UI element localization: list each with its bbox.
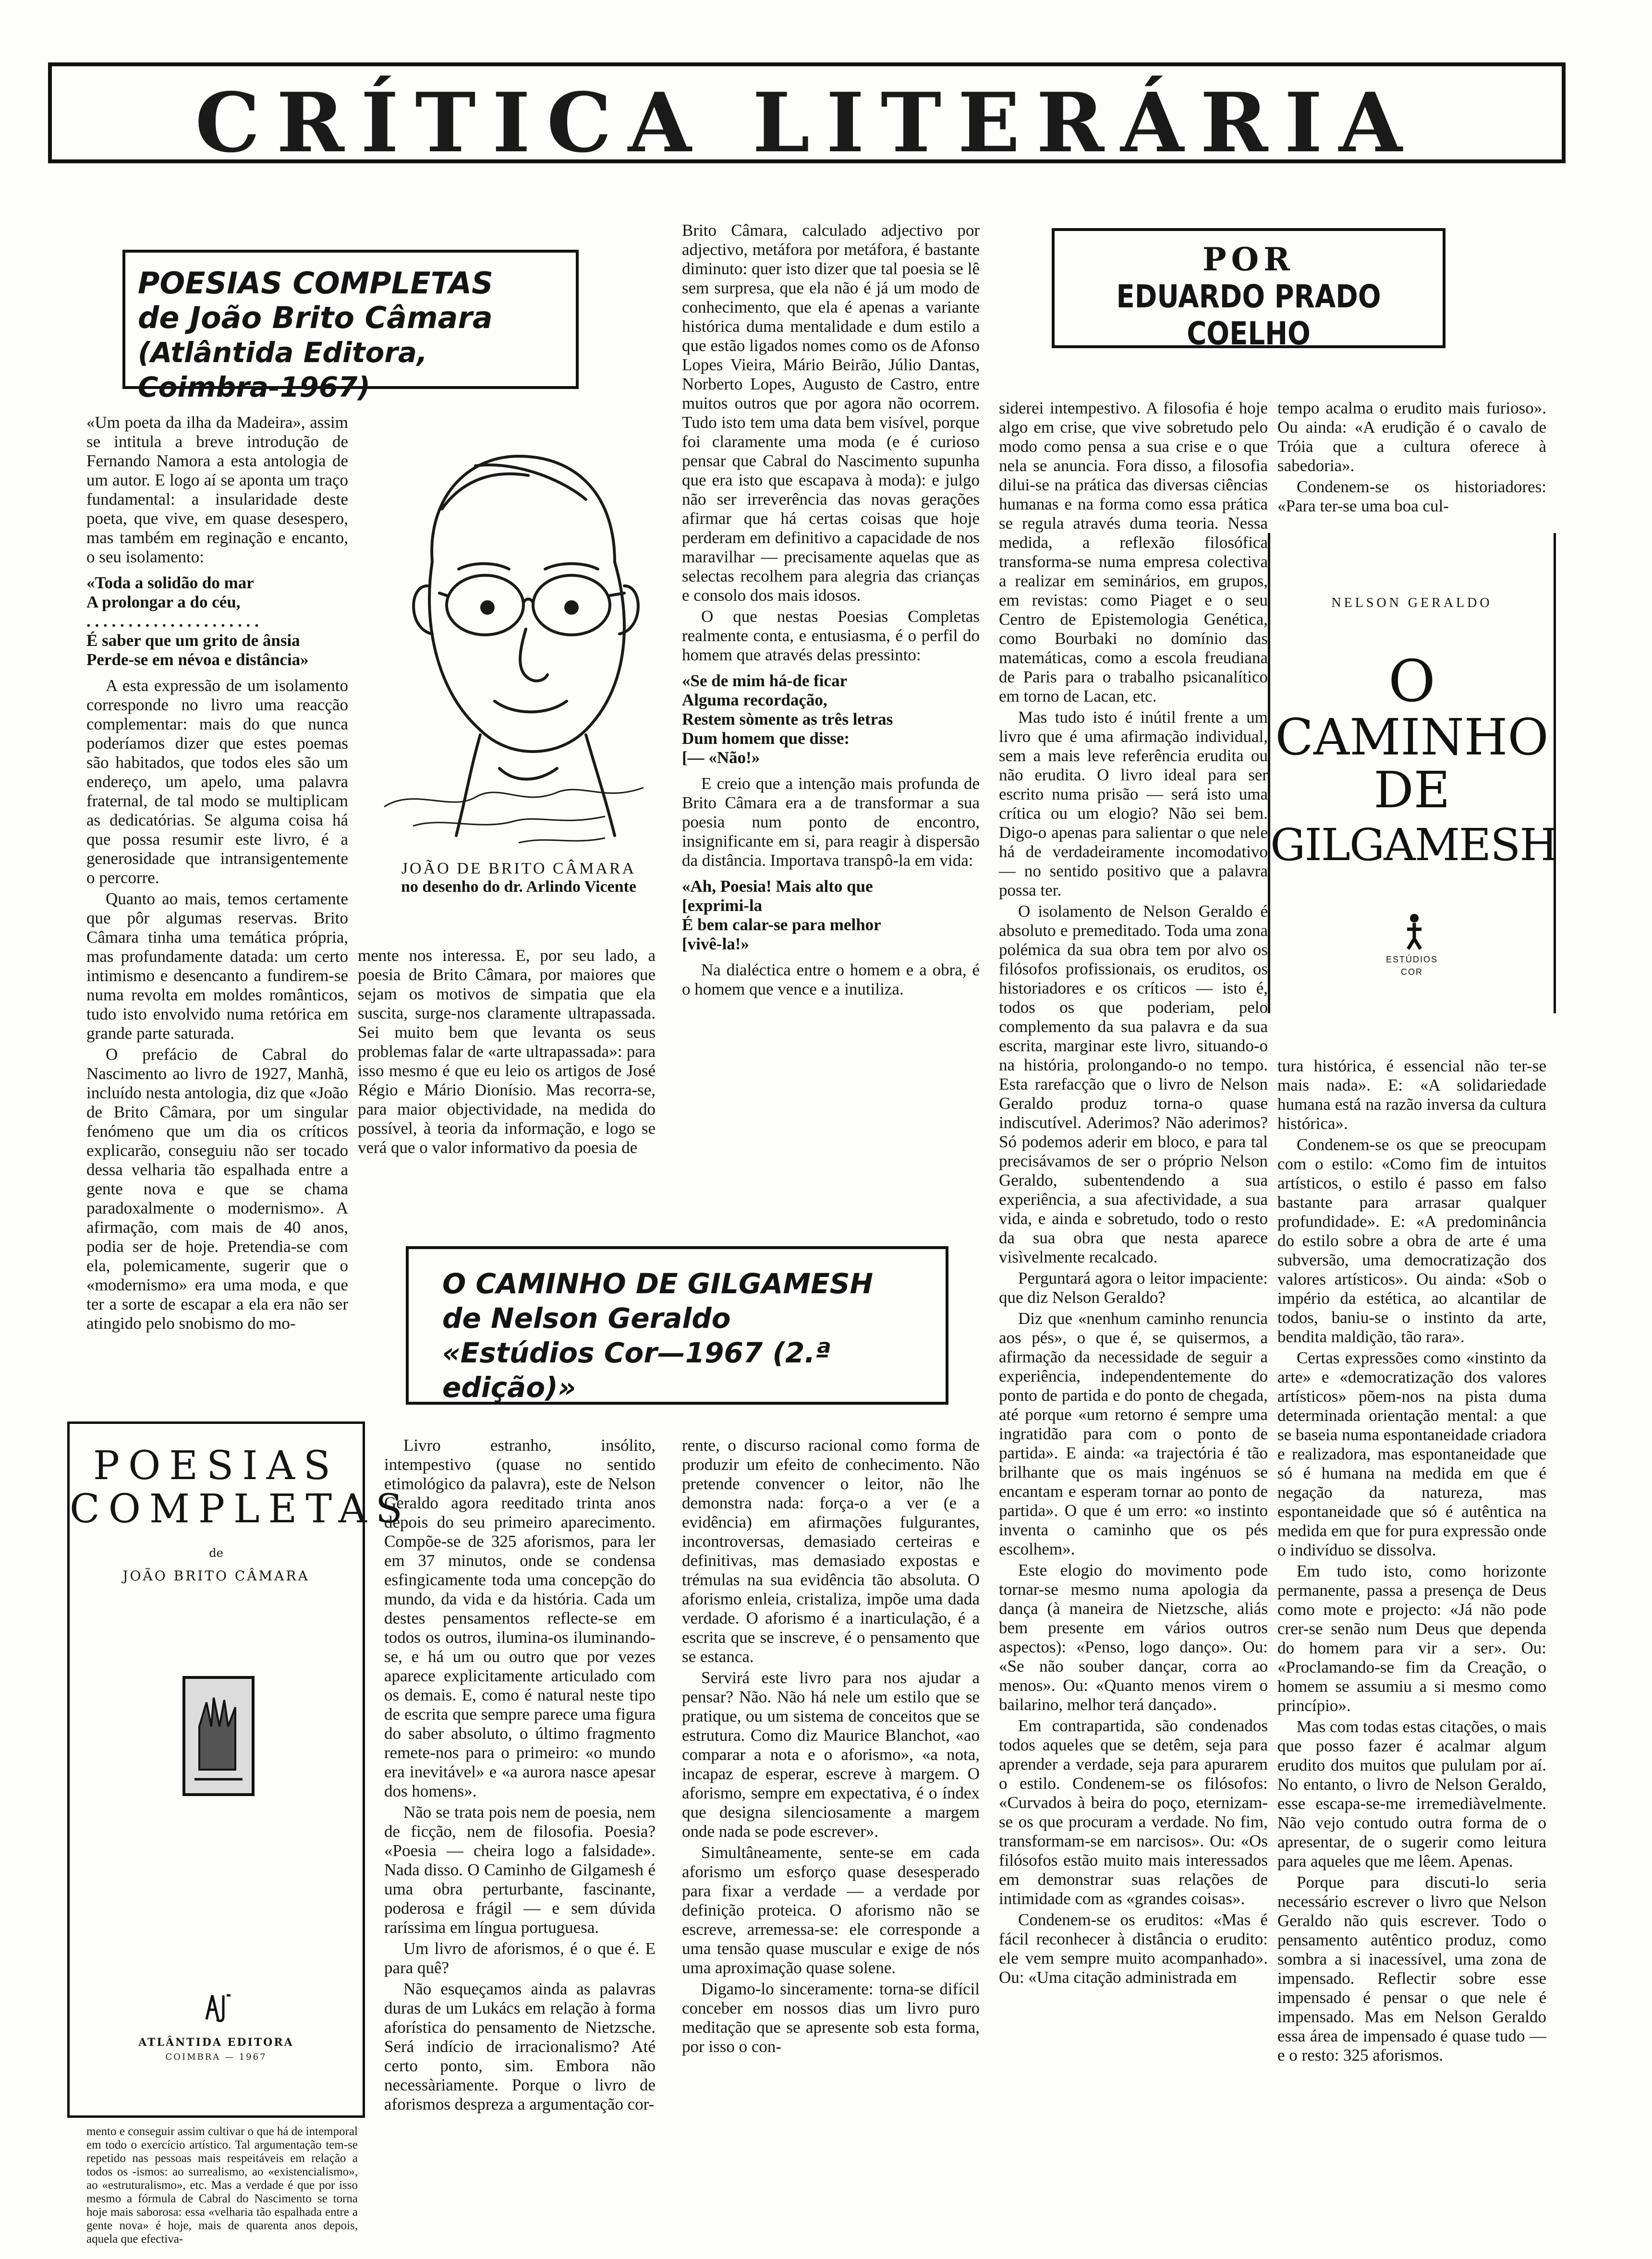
publisher-figure-icon bbox=[1402, 912, 1426, 951]
paragraph: O prefácio de Cabral do Nascimento ao livro de 1927, Manhã, incluído nesta antologia, diz que «João de Brito Câmara, por um singular fenómeno que um dia os críticos explicarão, conseguiu não ser tocado dessa velharia tão espalhada entre a gente nova e que se chama paradoxalmente o modernismo». A afirmação, com mais de 40 anos, podia ser de hoje. Pretendia-se com ela, polemicamente, sugerir que o «modernismo» era uma moda, e que ter a sorte de escapar a ela era não ser atingido pelo snobismo do mo- bbox=[86, 1045, 348, 1333]
review-title-box-1 bbox=[122, 250, 579, 403]
paragraph: Certas expressões como «instinto da arte» e «democratização dos valores artísticos» põem-nos na pista duma determinada orientação mental: a que se baseia numa espontaneidade criadora e realizadora, mas espontaneidade que só é humana na medida em que é negação da natureza, mas espontaneidade que só é autêntica na medida em que for pura expressão onde o indivíduo se dissolva. bbox=[1277, 1348, 1546, 1559]
paragraph: mento e conseguir assim cultivar o que há de intemporal em todo o exercício artístico. Tal argumentação tem-se repetido nas pessoas mais respeitáveis em relação a todos os -ismos: ao surrealismo, ao «existencialismo», ao «estruturalismo», etc. Mas a verdade é que por isso mesmo a fórmula de Cabral do Nascimento se torna hoje mais saborosa: essa «velharia tão espalhada entre a gente nova» é hoje, mais de quarenta anos depois, aquela que efectiva- bbox=[86, 2125, 358, 2246]
verse: «Se de mim há-de ficar Alguma recordação, Restem sòmente as três letras Dum homem que disse: [— «Não!» bbox=[682, 671, 893, 767]
review-title-line: (Atlântida Editora, Coimbra-1967) bbox=[138, 336, 428, 403]
paragraph: rente, o discurso racional como forma de produzir um efeito de conhecimento. Não pretende convencer o leitor, não lhe demonstra nada: força-o a ver (e a evidência) em afirmações fulgurantes, incontroversas, demasiado certeiras e definitivas, mas demasiado expostas e trémulas na sua evidência tão absoluta. O aforismo enleia, cristaliza, impõe uma dada verdade. O aforismo é a inarticulação, é a escrita que se inscreve, é o pensamento que se estanca. bbox=[682, 1436, 980, 1666]
review-title-box-2 bbox=[406, 1246, 948, 1405]
paragraph: Em contrapartida, são condenados todos aqueles que se detêm, seja para aprender a verdade, seja para apurarem o estilo. Condenem-se os filósofos: «Curvados à beira do poço, eternizam-se os que procuram a verdade. No fim, transformam-se em narcisos». Ou: «Os filósofos estão muito mais interessados em demonstrar suas relações de intimidade com as «grandes coisas». bbox=[999, 1716, 1268, 1908]
caption-line: JOÃO DE BRITO CÂMARA bbox=[401, 860, 636, 877]
paragraph: Digamo-lo sinceramente: torna-se difícil conceber em nossos dias um livro puro meditação que se apresente sob esta forma, por isso o con- bbox=[682, 1980, 980, 2056]
caption-line: no desenho do dr. Arlindo Vicente bbox=[401, 878, 636, 896]
cover-publisher: ATLÂNTIDA EDITORA bbox=[138, 2036, 294, 2049]
cover-author: NELSON GERALDO bbox=[1331, 595, 1493, 610]
paragraph: O isolamento de Nelson Geraldo é absoluto e premeditado. Toda uma zona polémica da sua obra tem por alvo os filósofos profissionais, os eruditos, os historiadores e os críticos — isto é, todos os que poderiam, pelo complemento da sua palavra e da sua escrita, marginar este livro, situando-o na história, prolongando-o no tempo. Esta rarefacção que o livro de Nelson Geraldo produz torna-o quase indiscutível. Aderimos? Não aderimos? Só podemos aderir em bloco, e para tal precisávamos de ser o próprio Nelson Geraldo, subentendendo a sua experiência, a sua afectividade, a sua vida, e ainda e sobretudo, todo o resto da sua obra que nesta aparece visìvelmente recalcado. bbox=[999, 902, 1268, 1266]
cover-title: POESIAS bbox=[93, 1443, 340, 1489]
cover-publisher: ESTÚDIOS bbox=[1385, 955, 1438, 964]
review-title-line: de Nelson Geraldo bbox=[442, 1302, 731, 1335]
review-title-line: «Estúdios Cor—1967 (2.ª edição)» bbox=[442, 1336, 831, 1404]
paragraph: «Um poeta da ilha da Madeira», assim se intitula a breve introdução de Fernando Namora a esta antologia de um autor. E logo aí se aponta um traço fundamental: a insularidade deste poeta, que vive, em quase desespero, mas também em reginação e encanto, o seu isolamento: bbox=[86, 413, 348, 566]
column-3-top bbox=[682, 221, 980, 1001]
paragraph: siderei intempestivo. A filosofia é hoje algo em crise, que vive sobretudo pelo modo como pensa a sua crise e o que nela se anuncia. Fora disso, a filosofia dilui-se na prática das diversas ciências humanas e na forma como essa prática se regula através duma teoria. Nessa medida, a reflexão filosófica transforma-se numa empresa colectiva a realizar em seminários, em grupos, em revistas: como Piaget e o seu Centro de Epistemologia Genética, como Bourbaki no domínio das matemáticas, como a escola freudiana de Paris para o trabalho psicanalítico em torno de Lacan, etc. bbox=[999, 399, 1268, 705]
column-1 bbox=[86, 413, 348, 1335]
paragraph: Diz que «nenhum caminho renuncia aos pés», o que é, se quisermos, a afirmação da necessidade de seguir a experiência, independentemente do ponto de partida e do ponto de chegada, até porque «um retorno é sempre uma ingratidão para com o ponto de partida». E ainda: «a trajectória é tão brilhante que os mais ingénuos se encantam e esperam tornar ao ponto de partida». O que é um erro: «o instinto inventa o caminho que os pés escolhem». bbox=[999, 1309, 1268, 1558]
publisher-logo-icon bbox=[202, 1991, 235, 2024]
paragraph: Mas tudo isto é inútil frente a um livro que é uma afirmação individual, sem a mais leve referência erudita ou não erudita. O livro ideal para ser escrito numa prisão — será isto uma crítica ou um elogio? Não sei bem. Digo-o apenas para salientar o que nele há de verdadeiramente incomodativo — no sentido positivo que a palavra possa ter. bbox=[999, 708, 1268, 899]
paragraph: Na dialéctica entre o homem e a obra, é o homem que vence e a inutiliza. bbox=[682, 960, 980, 998]
paragraph: Mas com todas estas citações, o mais que posso fazer é acalmar algum erudito dos muitos que pululam por aí. No entanto, o livro de Nelson Geraldo, esse escapa-se-me irremediàvelmente. Não vejo contudo outra forma de o apresentar, de o sugerir como leitura para aqueles que me lêem. Apenas. bbox=[1277, 1717, 1547, 1870]
page-title: CRÍTICA LITERÁRIA bbox=[195, 75, 1419, 171]
paragraph: Condenem-se os historiadores: «Para ter-se uma boa cul- bbox=[1277, 477, 1546, 515]
paragraph: Porque para discuti-lo seria necessário escrever o livro que Nelson Geraldo não quis escrever. Todo o pensamento autêntico produz, como sombra a si inacessível, uma zona de impensado. Reflectir sobre esse impensado é pensar o que nele é impensado. Mas em Nelson Geraldo essa área de impensado é quase tudo — e o resto: 325 aforismos. bbox=[1277, 1873, 1546, 2065]
paragraph: Livro estranho, insólito, intempestivo (quase no sentido etimológico da palavra), este de Nelson Geraldo agora reeditado trinta anos depois do seu primeiro aparecimento. Compõe-se de 325 aforismos, para ler em 37 minutos, onde se condensa esfingicamente toda uma concepção do mundo, da vida e da história. Cada um destes pensamentos reflecte-se em todos os outros, ilumina-os iluminando-se, e há um ou outro que por vezes aparece explicitamente articulado com os demais. E, como é natural neste tipo de escrita que sempre parece uma figura do saber absoluto, o último fragmento remete-nos para o primeiro: «o mundo era inevitável» e «a aurora nasce apesar dos homens». bbox=[384, 1436, 656, 1800]
paragraph: Simultâneamente, sente-se em cada aforismo um esforço quase desesperado para fixar a verdade — a verdade por definição proteica. O aforismo não se escreve, arremessa-se: ele corresponde a uma tensão quase muscular e exige de nós uma aproximação quase solene. bbox=[682, 1843, 980, 1977]
cover-title: O bbox=[1388, 648, 1436, 715]
column-1-bottom bbox=[86, 2125, 358, 2248]
paragraph: Brito Câmara, calculado adjectivo por adjectivo, metáfora por metáfora, é bastante diminuto: quer isto dizer que tal poesia se lê sem surpresa, que ela não é já um modo de conhecimento, que ela é apenas a variante histórica duma mentalidade e dum estilo a que estão ligados nomes como os de Afonso Lopes Vieira, Mário Beirão, Júlio Dantas, Norberto Lopes, Augusto de Castro, entre muitos outros que por agora não ocorrem. Tudo isto tem uma data bem visível, porque foi claramente uma moda (e é curioso pensar que Cabral do Nascimento supunha que era isto que escapava à moda): e julgo não ser irreverência das novas gerações afirmar que há certas coisas que hoje perderam em definitivo a capacidade de nos maravilhar — precisamente aquelas que as selectas recolhem para alegria das crianças e consolo dos mais idosos. bbox=[682, 221, 980, 605]
cover-publisher: COR bbox=[1401, 967, 1423, 977]
verse: «Toda a solidão do mar A prolongar a do céu, . . . . . . . . . . . . . . . . . . . . . É saber que um grito de ânsia Perde-se em névoa e distância» bbox=[86, 573, 309, 669]
masthead bbox=[48, 62, 1566, 171]
column-2-top bbox=[358, 946, 656, 1159]
cover-title: COMPLETAS bbox=[70, 1486, 412, 1532]
cover-publisher-city: COIMBRA — 1967 bbox=[165, 2052, 267, 2062]
verse: «Ah, Poesia! Mais alto que [exprimi-la É bem calar-se para melhor [vivê-la!» bbox=[682, 877, 881, 953]
cover-author: JOÃO BRITO CÂMARA bbox=[122, 1568, 310, 1584]
portrait-drawing bbox=[355, 403, 682, 855]
book-cover-caminho-de-gilgamesh bbox=[1268, 533, 1556, 1013]
review-title-line: POESIAS COMPLETAS bbox=[138, 266, 493, 301]
cover-title: GILGAMESH bbox=[1270, 819, 1557, 871]
paragraph: tura histórica, é essencial não ter-se mais nada». E: «A solidariedade humana está na razão inversa da cultura histórica». bbox=[1277, 1057, 1546, 1133]
paragraph: Quanto ao mais, temos certamente que pôr algumas reservas. Brito Câmara tinha uma temática própria, mas profundamente datada: um certo intimismo e desencanto a fundirem-se numa revolta em moldes românticos, tudo isto envolvido numa retórica em grande parte saturada. bbox=[86, 889, 348, 1043]
paragraph: O que nestas Poesias Completas realmente conta, e entusiasma, é o perfil do homem que através delas pressinto: bbox=[682, 607, 980, 664]
paragraph: Em tudo isto, como horizonte permanente, passa a presença de Deus como mote e projecto: «Já não pode crer-se senão num Deus que dependa do homem para vir a ser». Ou: «Proclamando-se fim da Creação, o homem se assumiu a si mesmo como princípio». bbox=[1277, 1562, 1546, 1715]
cover-title: CAMINHO bbox=[1275, 708, 1549, 766]
paragraph: Não se trata pois nem de poesia, nem de ficção, nem de filosofia. Poesia? «Poesia — cheira logo a falsidade». Nada disso. O Caminho de Gilgamesh é uma obra perturbante, fascinante, poderosa e frágil — e sem dúvida raríssima em língua portuguesa. bbox=[384, 1803, 656, 1937]
paragraph: Não esqueçamos ainda as palavras duras de um Lukács em relação à forma aforística do pensamento de Nietzsche. Será indício de irracionalismo? Até certo ponto, sim. Embora não necessàriamente. Porque o livro de aforismos despreza a argumentação cor- bbox=[384, 1980, 656, 2113]
author-name: EDUARDO PRADO COELHO bbox=[1116, 278, 1381, 352]
paragraph: E creio que a intenção mais profunda de Brito Câmara era a de transformar a sua poesia num ponto de encontro, insignificante em si, para reagir à dispersão da distância. Importava transpô-la em vida: bbox=[682, 774, 980, 870]
paragraph: Servirá este livro para nos ajudar a pensar? Não. Não há nele um estilo que se pratique, ou um sistema de conceitos que se estrutura. Como diz Maurice Blanchot, «ao comparar a nota e o aforismo», «a nota, incapaz de esperar, escreve à margem. O aforismo, sempre em expectativa, é o índex que designa silenciosamente a margem onde nada se pode escrever». bbox=[682, 1668, 980, 1841]
cover-title: DE bbox=[1373, 761, 1450, 819]
column-2-bottom bbox=[384, 1436, 656, 2116]
paragraph: tempo acalma o erudito mais furioso». Ou ainda: «A erudição é o cavalo de Tróia que a cultura oferece à sabedoria». bbox=[1277, 399, 1546, 475]
paragraph: Condenem-se os que se preocupam com o estilo: «Como fim de intuitos artísticos, o estilo é passo em falso bastante para arrasar qualquer profundidade». E: «A predominância do estilo sobre a obra de arte é uma subversão, uma democratização dos valores artísticos». Ou ainda: «Sob o império da estética, ao alcantilar de todos, baniu-se o instinto da arte, bendita maldição, tão rara». bbox=[1277, 1135, 1546, 1346]
byline-por: POR bbox=[1203, 241, 1295, 278]
column-3-bottom bbox=[682, 1436, 980, 2058]
paragraph: Perguntará agora o leitor impaciente: que diz Nelson Geraldo? bbox=[999, 1269, 1268, 1307]
portrait-sketch bbox=[355, 403, 682, 855]
book-cover-poesias-completas bbox=[67, 1421, 412, 2118]
paragraph: mente nos interessa. E, por seu lado, a poesia de Brito Câmara, por maiores que sejam os motivos de simpatia que ela suscita, surge-nos claramente ultrapassada. Sei muito bem que levanta os seus problemas falar de «arte ultrapassada»: para isso mesmo é que eu leio os artigos de José Régio e Mário Dionísio. Mas recorra-se, para maior objectividade, na medida do possível, à teoria da informação, e logo se verá que o valor informativo da poesia de bbox=[358, 946, 656, 1157]
paragraph: A esta expressão de um isolamento corresponde no livro uma reacção complementar: mais do que nunca poderíamos dizer que estes poemas são habitados, que todos eles são um endereço, um apelo, uma palavra fraternal, de tal modo se multiplicam as dedicatórias. Se alguma coisa há que possa resumir este livro, é a generosidade que intransigentemente o percorre. bbox=[86, 676, 348, 887]
paragraph: Este elogio do movimento pode tornar-se mesmo numa apologia da dança (à maneira de Nietzsche, aliás bem presente em vários outros aspectos): «Penso, logo danço». Ou: «Se não souber dançar, corra ao menos». Ou: «Quanto menos virem o bailarino, melhor terá dançado». bbox=[999, 1561, 1268, 1714]
column-4 bbox=[999, 399, 1268, 1989]
byline-box bbox=[1052, 228, 1446, 352]
portrait-caption bbox=[365, 860, 672, 896]
cover-illustration bbox=[180, 1674, 257, 1798]
cover-de: de bbox=[209, 1546, 223, 1560]
review-title-line: O CAMINHO DE GILGAMESH bbox=[442, 1267, 874, 1300]
review-title-line: de João Brito Câmara bbox=[138, 300, 493, 335]
paragraph: Condenem-se os eruditos: «Mas é fácil reconhecer à distância o erudito: ele vem sempre muito acompanhado». Ou: «Uma citação administrada em bbox=[999, 1910, 1268, 1987]
column-5-top bbox=[1277, 399, 1546, 518]
paragraph: Um livro de aforismos, é o que é. E para quê? bbox=[384, 1939, 656, 1977]
column-5-bottom bbox=[1277, 1057, 1546, 2067]
